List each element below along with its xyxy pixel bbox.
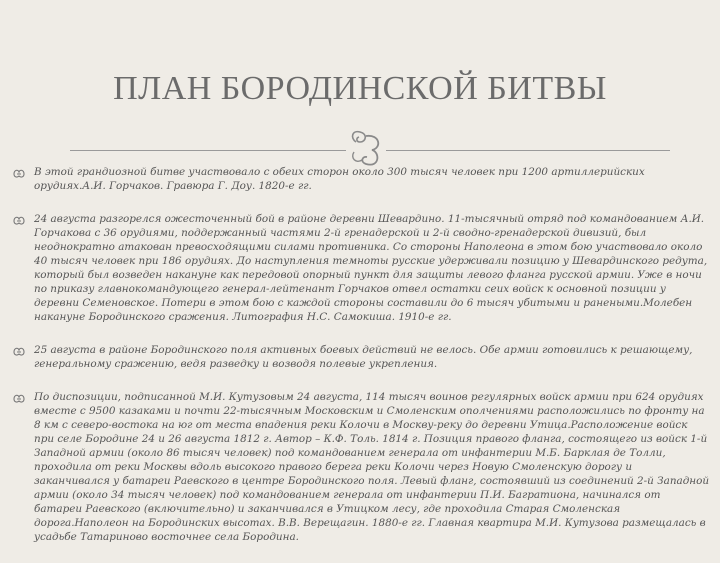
- ornament-bullet-icon: [12, 391, 26, 405]
- list-item: [10, 212, 710, 324]
- item-text: По диспозиции, подписанной М.И. Кутузовым 24 августа, 114 тысяч воинов регулярных войск армии при 624 орудиях вместе с 9500 казаками и почти 22-тысячным Московским и Смоленским ополчениями расположились по фронту на 8 км с северо-востока на юг от места впадения реки Колочи в Москву-реку до деревни Утица.Расположение войск при селе Бородине 24 и 26 августа 1812 г. Автор – К.Ф. Толь. 1814 г. Позиция правого фланга, состоящего из войск 1-й Западной армии (около 86 тысяч человек) под командованием генерала от инфантерии М.Б. Барклая де Толли, проходила от реки Москвы вдоль высокого правого берега реки Колочи через Новую Смоленскую дорогу и заканчивался у батареи Раевского в центре Бородинского поля. Левый фланг, состоявший из соединений 2-й Западной армии (около 34 тысяч человек) под командованием генерала от инфантерии П.И. Багратиона, начинался от батареи Раевского (включительно) и заканчивался в Утицком лесу, где проходила Старая Смоленская дорога.Наполеон на Бородинских высотах. В.В. Верещагин. 1880-е гг. Главная квартира М.И. Кутузова размещалась в усадьбе Татариново восточнее села Бородина.: [34, 391, 710, 543]
- item-text: 24 августа разгорелся ожесточенный бой в районе деревни Шевардино. 11-тысячный отряд под командованием А.И. Горчакова с 36 орудиями, поддержанный частями 2-й гренадерской и 2-й сводно-гренадерской дивизий, был неоднократно атакован превосходящими силами противника. Со стороны Наполеона в этом бою участвовало около 40 тысяч человек при 186 орудиях. До наступления темноты русские удерживали позицию у Шевардинского редута, который был возведен накануне как передовой опорный пункт для защиты левого фланга русской армии. Уже в ночи по приказу главнокомандующего генерал-лейтенант Горчаков отвел остатки сеих войск к основной позиции у деревни Семеновское. Потери в этом бою с каждой стороны составили до 6 тысяч убитыми и ранеными.Молебен накануне Бородинского сражения. Литография Н.С. Самокиша. 1910-е гг.: [34, 213, 708, 323]
- list-item: [10, 343, 710, 371]
- item-text: В этой грандиозной битве участвовало с обеих сторон около 300 тысяч человек при 1200 артиллерийских орудиях.А.И. Горчаков. Гравюра Г. Доу. 1820-е гг.: [34, 166, 645, 192]
- ornament-bullet-icon: [12, 213, 26, 227]
- list-item: [10, 165, 710, 193]
- list-item: [10, 390, 710, 544]
- bullet-list: [10, 165, 710, 563]
- ornament-bullet-icon: [12, 344, 26, 358]
- ornament-bullet-icon: [12, 166, 26, 180]
- slide-title: ПЛАН БОРОДИНСКОЙ БИТВЫ: [113, 70, 607, 107]
- item-text: 25 августа в районе Бородинского поля активных боевых действий не велось. Обе армии готовились к решающему, генеральному сражению, ведя разведку и возводя полевые укрепления.: [34, 344, 693, 370]
